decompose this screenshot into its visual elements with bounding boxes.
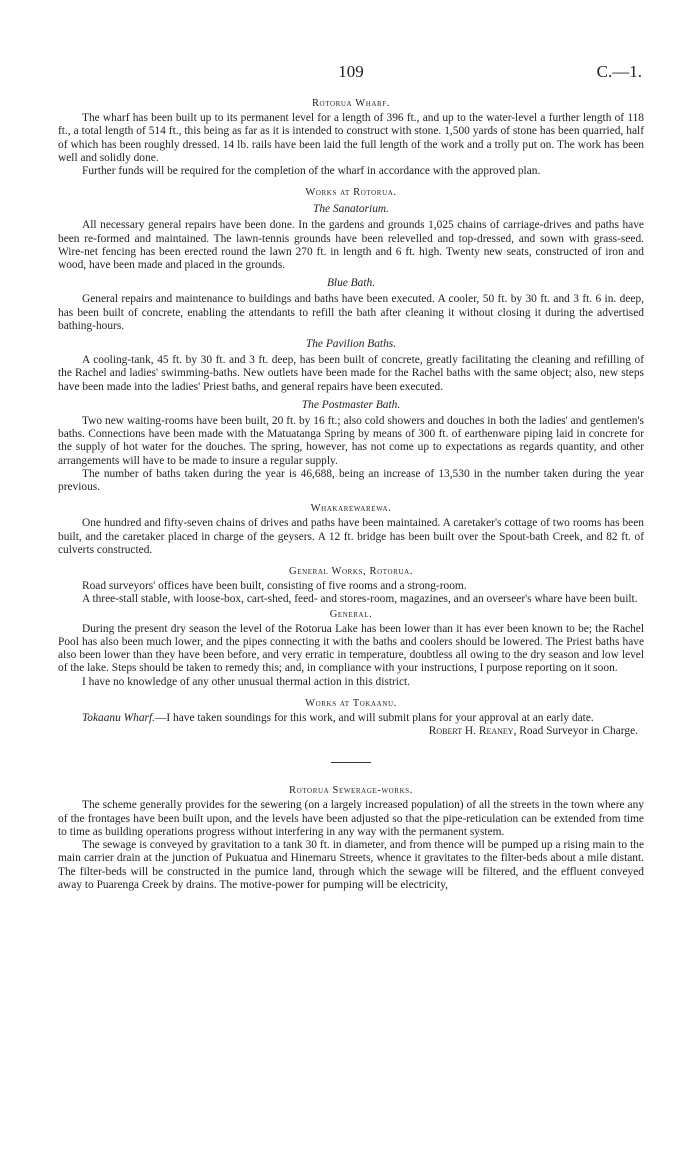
paragraph: All necessary general repairs have been done. In the gardens and grounds 1,025 chains of carriage-drives and paths have been re-formed and maintained. The lawn-tennis grounds have been relevelled and top-dressed, and sown with grass-seed. Wire-net fencing has been erected round the lawn 270 ft. in length and 6 ft. high. Twenty new seats, constructed of iron and wood, have been made and placed in the grounds. [58,219,644,271]
section-heading-general-works: General Works, Rotorua. [289,566,413,577]
section-heading-whakarewarewa: Whakarewarewa. [310,503,392,515]
signature-name: Robert H. Reaney [428,725,514,737]
document-reference: C.—1. [596,62,642,81]
page-header [58,0,644,96]
paragraph: A cooling-tank, 45 ft. by 30 ft. and 3 ft. deep, has been built of concrete, greatly facilitating the cleaning and refilling of the Rachel and ladies' swimming-baths. New outlets have been made for the Rachel baths with the same object; also, new steps have been made into the ladies' Priest baths, and general repairs have been executed. [58,354,644,393]
paragraph: General repairs and maintenance to buildings and baths have been executed. A cooler, 50 ft. by 30 ft. and 3 ft. 6 in. deep, has been built of concrete, enabling the attendants to refill the bath after cleaning it without closing it during the advertised bathing-hours. [58,293,644,332]
subheading-pavilion-baths: The Pavilion Baths. [305,338,397,350]
paragraph: One hundred and fifty-seven chains of drives and paths have been maintained. A caretaker's cottage of two rooms has been built, and the caretaker placed in charge of the geysers. A 12 ft. bridge has been built over the Spout-bath Creek, and 82 ft. of culverts constructed. [58,517,644,556]
section-divider [331,762,371,763]
paragraph [58,712,644,725]
paragraph: I have no knowledge of any other unusual thermal action in this district. [82,675,411,688]
paragraph-text: —I have taken soundings for this work, and will submit plans for your approval at an early date. [155,711,594,724]
section-heading-wharf: Rotorua Wharf. [311,98,391,109]
paragraph: The wharf has been built up to its permanent level for a length of 396 ft., and up to the water-level a further length of 118 ft., a total length of 514 ft., this being as far as it is intended to construct with stone. 1,500 yards of stone has been quarried, half of which has been roughly dressed. 14 lb. rails have been laid the full length of the work and a trolly put on. The work has been well and solidly done. [58,112,644,164]
page-number: 109 [338,62,364,81]
paragraph: The scheme generally provides for the sewering (on a largely increased population) of all the streets in the town where any of the frontages have been built upon, and the levels have been adjusted so that the pipe-reticulation can be extended from time to time as building operations progress without interfering in any way with the permanent system. [58,799,644,838]
subheading-blue-bath: Blue Bath. [326,277,376,290]
subheading-postmaster-bath: The Postmaster Bath. [301,398,401,411]
paragraph: Further funds will be required for the completion of the wharf in accordance with the approved plan. [82,165,541,177]
paragraph: The number of baths taken during the year is 46,688, being an increase of 13,530 in the number taken during the year previous. [58,467,644,493]
section-heading-general: General. [329,608,373,620]
paragraph: A three-stall stable, with loose-box, cart-shed, feed- and stores-room, magazines, and an overseer's whare have been built. [82,593,638,606]
paragraph: The sewage is conveyed by gravitation to a tank 30 ft. in diameter, and from thence will be pumped up a rising main to the main carrier drain at the junction of Pukuatua and Hinemaru Streets, whence it gravitates to the filter-beds about a mile distant. The filter-beds will be constructed in the pumice land, through which the sewage will be filtered, and the effluent conveyed away to Puarenga Creek by drains. The motive-power for pumping will be electricity, [58,839,644,891]
inline-title: Tokaanu Wharf. [82,711,155,724]
paragraph: Two new waiting-rooms have been built, 20 ft. by 16 ft.; also cold showers and douches in both the ladies' and gentlemen's baths. Connections have been made with the Matuatanga Spring by means of 300 ft. of earthenware piping laid in concrete for the supply of hot water for the douches. The spring, however, has not come up to expectations as regards quantity, and other arrangements will have to be made to insure a regular supply. [58,414,644,467]
signature [58,725,638,738]
section-heading-sewerage: Rotorua Sewerage-works. [289,785,413,797]
section-heading-works: Works at Rotorua. [305,187,397,199]
paragraph: Road surveyors' offices have been built, consisting of five rooms and a strong-room. [82,580,467,592]
section-heading-tokaanu: Works at Tokaanu. [305,697,397,709]
paragraph: During the present dry season the level of the Rotorua Lake has been lower than it has ever been known to be; the Rachel Pool has also been much lower, and the pipes connecting it with the baths and coolers should be lowered. The Priest baths have also been lower than they have been before, and very erratic in temperature, doubtless all owing to the dry season and low level of the lake. Steps should be taken to remedy this; and, in compliance with your instructions, I purpose reporting on it soon. [58,622,644,675]
signature-title: , Road Surveyor in Charge. [513,725,638,737]
subheading-sanatorium: The Sanatorium. [313,203,389,216]
